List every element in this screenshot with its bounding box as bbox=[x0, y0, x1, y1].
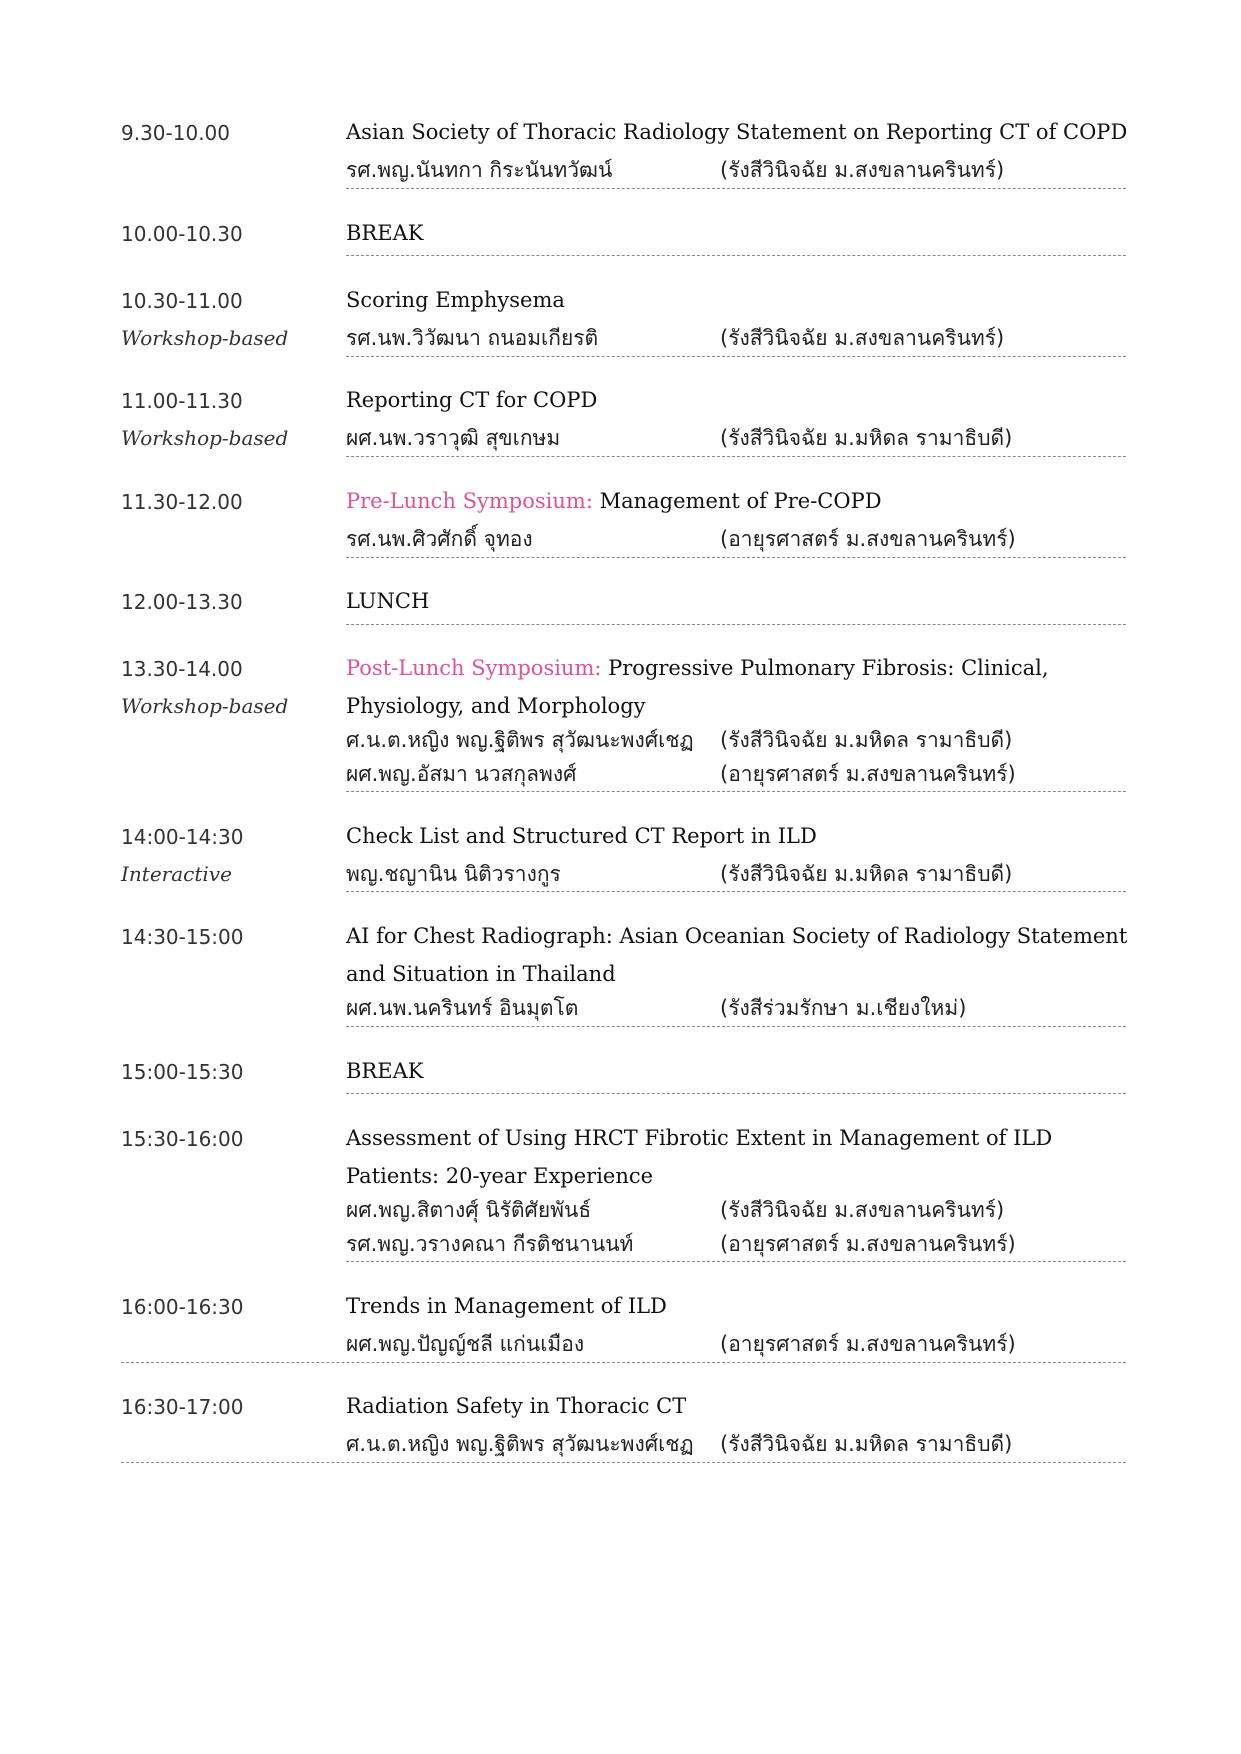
session-title-text: Progressive Pulmonary Fibrosis: Clinical, Physiology, and Morphology bbox=[346, 656, 1049, 718]
session-format: Workshop-based bbox=[121, 694, 289, 718]
speaker-institution: (รังสีวินิจฉัย ม.สงขลานครินทร์) bbox=[720, 1198, 1005, 1222]
divider bbox=[346, 1261, 1126, 1262]
divider bbox=[121, 1362, 1126, 1363]
session-title bbox=[346, 482, 1136, 520]
divider bbox=[346, 1093, 1126, 1094]
speaker-name: ผศ.นพ.นครินทร์ อินมุตโต bbox=[346, 996, 579, 1020]
session-title bbox=[346, 281, 1136, 319]
session-time: 15:00-15:30 bbox=[121, 1060, 244, 1084]
session-time: 16:00-16:30 bbox=[121, 1295, 244, 1319]
divider bbox=[346, 891, 1126, 892]
divider bbox=[346, 624, 1126, 625]
speaker-institution: (อายุรศาสตร์ ม.สงขลานครินทร์) bbox=[720, 762, 1016, 786]
session-format: Workshop-based bbox=[121, 426, 289, 450]
session-time: 10.00-10.30 bbox=[121, 222, 243, 246]
speaker bbox=[346, 1328, 1146, 1366]
speaker-name: รศ.นพ.วิวัฒนา ถนอมเกียรติ bbox=[346, 326, 599, 350]
speaker-name: พญ.ชญานิน นิติวรางกูร bbox=[346, 862, 561, 886]
session-time: 14:30-15:00 bbox=[121, 925, 244, 949]
session-title-text: Reporting CT for COPD bbox=[346, 388, 598, 412]
session-format: Workshop-based bbox=[121, 326, 289, 350]
speaker-name: ผศ.นพ.วราวุฒิ สุขเกษม bbox=[346, 426, 561, 450]
session-title-text: BREAK bbox=[346, 221, 424, 245]
session-title-text: BREAK bbox=[346, 1059, 424, 1083]
session-title bbox=[346, 582, 1136, 620]
divider bbox=[121, 1462, 1126, 1463]
speaker bbox=[346, 1194, 1146, 1232]
divider bbox=[346, 456, 1126, 457]
session-title-text: Management of Pre-COPD bbox=[599, 489, 882, 513]
speaker-institution: (รังสีวินิจฉัย ม.สงขลานครินทร์) bbox=[720, 326, 1005, 350]
session-title bbox=[346, 1052, 1136, 1090]
session-title-text: LUNCH bbox=[346, 589, 430, 613]
speaker-name: ศ.น.ต.หญิง พญ.ฐิติพร สุวัฒนะพงศ์เชฏ bbox=[346, 1432, 694, 1456]
speaker bbox=[346, 322, 1146, 360]
session-title bbox=[346, 113, 1136, 151]
session-time: 12.00-13.30 bbox=[121, 590, 243, 614]
symposium-label: Post-Lunch Symposium: bbox=[346, 656, 602, 680]
session-title-text: Scoring Emphysema bbox=[346, 288, 565, 312]
session-title bbox=[346, 917, 1136, 993]
session-time: 11.00-11.30 bbox=[121, 389, 243, 413]
speaker-institution: (รังสีวินิจฉัย ม.มหิดล รามาธิบดี) bbox=[720, 862, 1013, 886]
session-title bbox=[346, 1387, 1136, 1425]
divider bbox=[346, 255, 1126, 256]
speaker-institution: (อายุรศาสตร์ ม.สงขลานครินทร์) bbox=[720, 1232, 1016, 1256]
speaker-institution: (รังสีวินิจฉัย ม.สงขลานครินทร์) bbox=[720, 158, 1005, 182]
session-title bbox=[346, 649, 1136, 725]
session-title-text: Check List and Structured CT Report in ILD bbox=[346, 824, 817, 848]
session-title bbox=[346, 1119, 1136, 1195]
session-title-text: Asian Society of Thoracic Radiology Statement on Reporting CT of COPD bbox=[346, 120, 1128, 144]
speaker-name: ผศ.พญ.ปัญญ์ชลี แก่นเมือง bbox=[346, 1332, 585, 1356]
speaker-institution: (รังสีวินิจฉัย ม.มหิดล รามาธิบดี) bbox=[720, 426, 1013, 450]
session-title-text: Assessment of Using HRCT Fibrotic Extent in Management of ILD Patients: 20-year Experience bbox=[346, 1126, 1053, 1188]
speaker-name: ผศ.พญ.สิตางศุ์ นิรัติศัยพันธ์ bbox=[346, 1198, 592, 1222]
divider bbox=[346, 188, 1126, 189]
session-title-text: Trends in Management of ILD bbox=[346, 1294, 667, 1318]
speaker-name: รศ.พญ.นันทกา กิระนันทวัฒน์ bbox=[346, 158, 613, 182]
speaker bbox=[346, 1428, 1146, 1466]
session-format: Interactive bbox=[121, 862, 232, 886]
session-time: 13.30-14.00 bbox=[121, 657, 243, 681]
speaker-institution: (รังสีวินิจฉัย ม.มหิดล รามาธิบดี) bbox=[720, 1432, 1013, 1456]
session-title bbox=[346, 381, 1136, 419]
speaker bbox=[346, 724, 1146, 762]
speaker bbox=[346, 992, 1146, 1030]
speaker-name: รศ.พญ.วรางคณา กีรติชนานนท์ bbox=[346, 1232, 634, 1256]
session-time: 14:00-14:30 bbox=[121, 825, 244, 849]
symposium-label: Pre-Lunch Symposium: bbox=[346, 489, 593, 513]
divider bbox=[346, 1026, 1126, 1027]
session-time: 10.30-11.00 bbox=[121, 289, 243, 313]
speaker-institution: (อายุรศาสตร์ ม.สงขลานครินทร์) bbox=[720, 1332, 1016, 1356]
speaker bbox=[346, 154, 1146, 192]
session-title bbox=[346, 817, 1136, 855]
speaker-name: ศ.น.ต.หญิง พญ.ฐิติพร สุวัฒนะพงศ์เชฏ bbox=[346, 728, 694, 752]
session-time: 16:30-17:00 bbox=[121, 1395, 244, 1419]
session-title-text: AI for Chest Radiograph: Asian Oceanian Society of Radiology Statement and Situation in Thailand bbox=[346, 924, 1128, 986]
session-time: 9.30-10.00 bbox=[121, 121, 231, 145]
speaker-institution: (รังสีร่วมรักษา ม.เชียงใหม่) bbox=[720, 996, 967, 1020]
session-title bbox=[346, 1287, 1136, 1325]
session-title-text: Radiation Safety in Thoracic CT bbox=[346, 1394, 687, 1418]
divider bbox=[346, 791, 1126, 792]
divider bbox=[346, 557, 1126, 558]
speaker-institution: (รังสีวินิจฉัย ม.มหิดล รามาธิบดี) bbox=[720, 728, 1013, 752]
speaker-institution: (อายุรศาสตร์ ม.สงขลานครินทร์) bbox=[720, 527, 1016, 551]
speaker-name: ผศ.พญ.อัสมา นวสกุลพงศ์ bbox=[346, 762, 577, 786]
session-title bbox=[346, 214, 1136, 252]
session-time: 15:30-16:00 bbox=[121, 1127, 244, 1151]
divider bbox=[346, 356, 1126, 357]
session-time: 11.30-12.00 bbox=[121, 490, 243, 514]
speaker bbox=[346, 422, 1146, 460]
speaker bbox=[346, 523, 1146, 561]
speaker-name: รศ.นพ.ศิวศักดิ์ จุทอง bbox=[346, 527, 533, 551]
